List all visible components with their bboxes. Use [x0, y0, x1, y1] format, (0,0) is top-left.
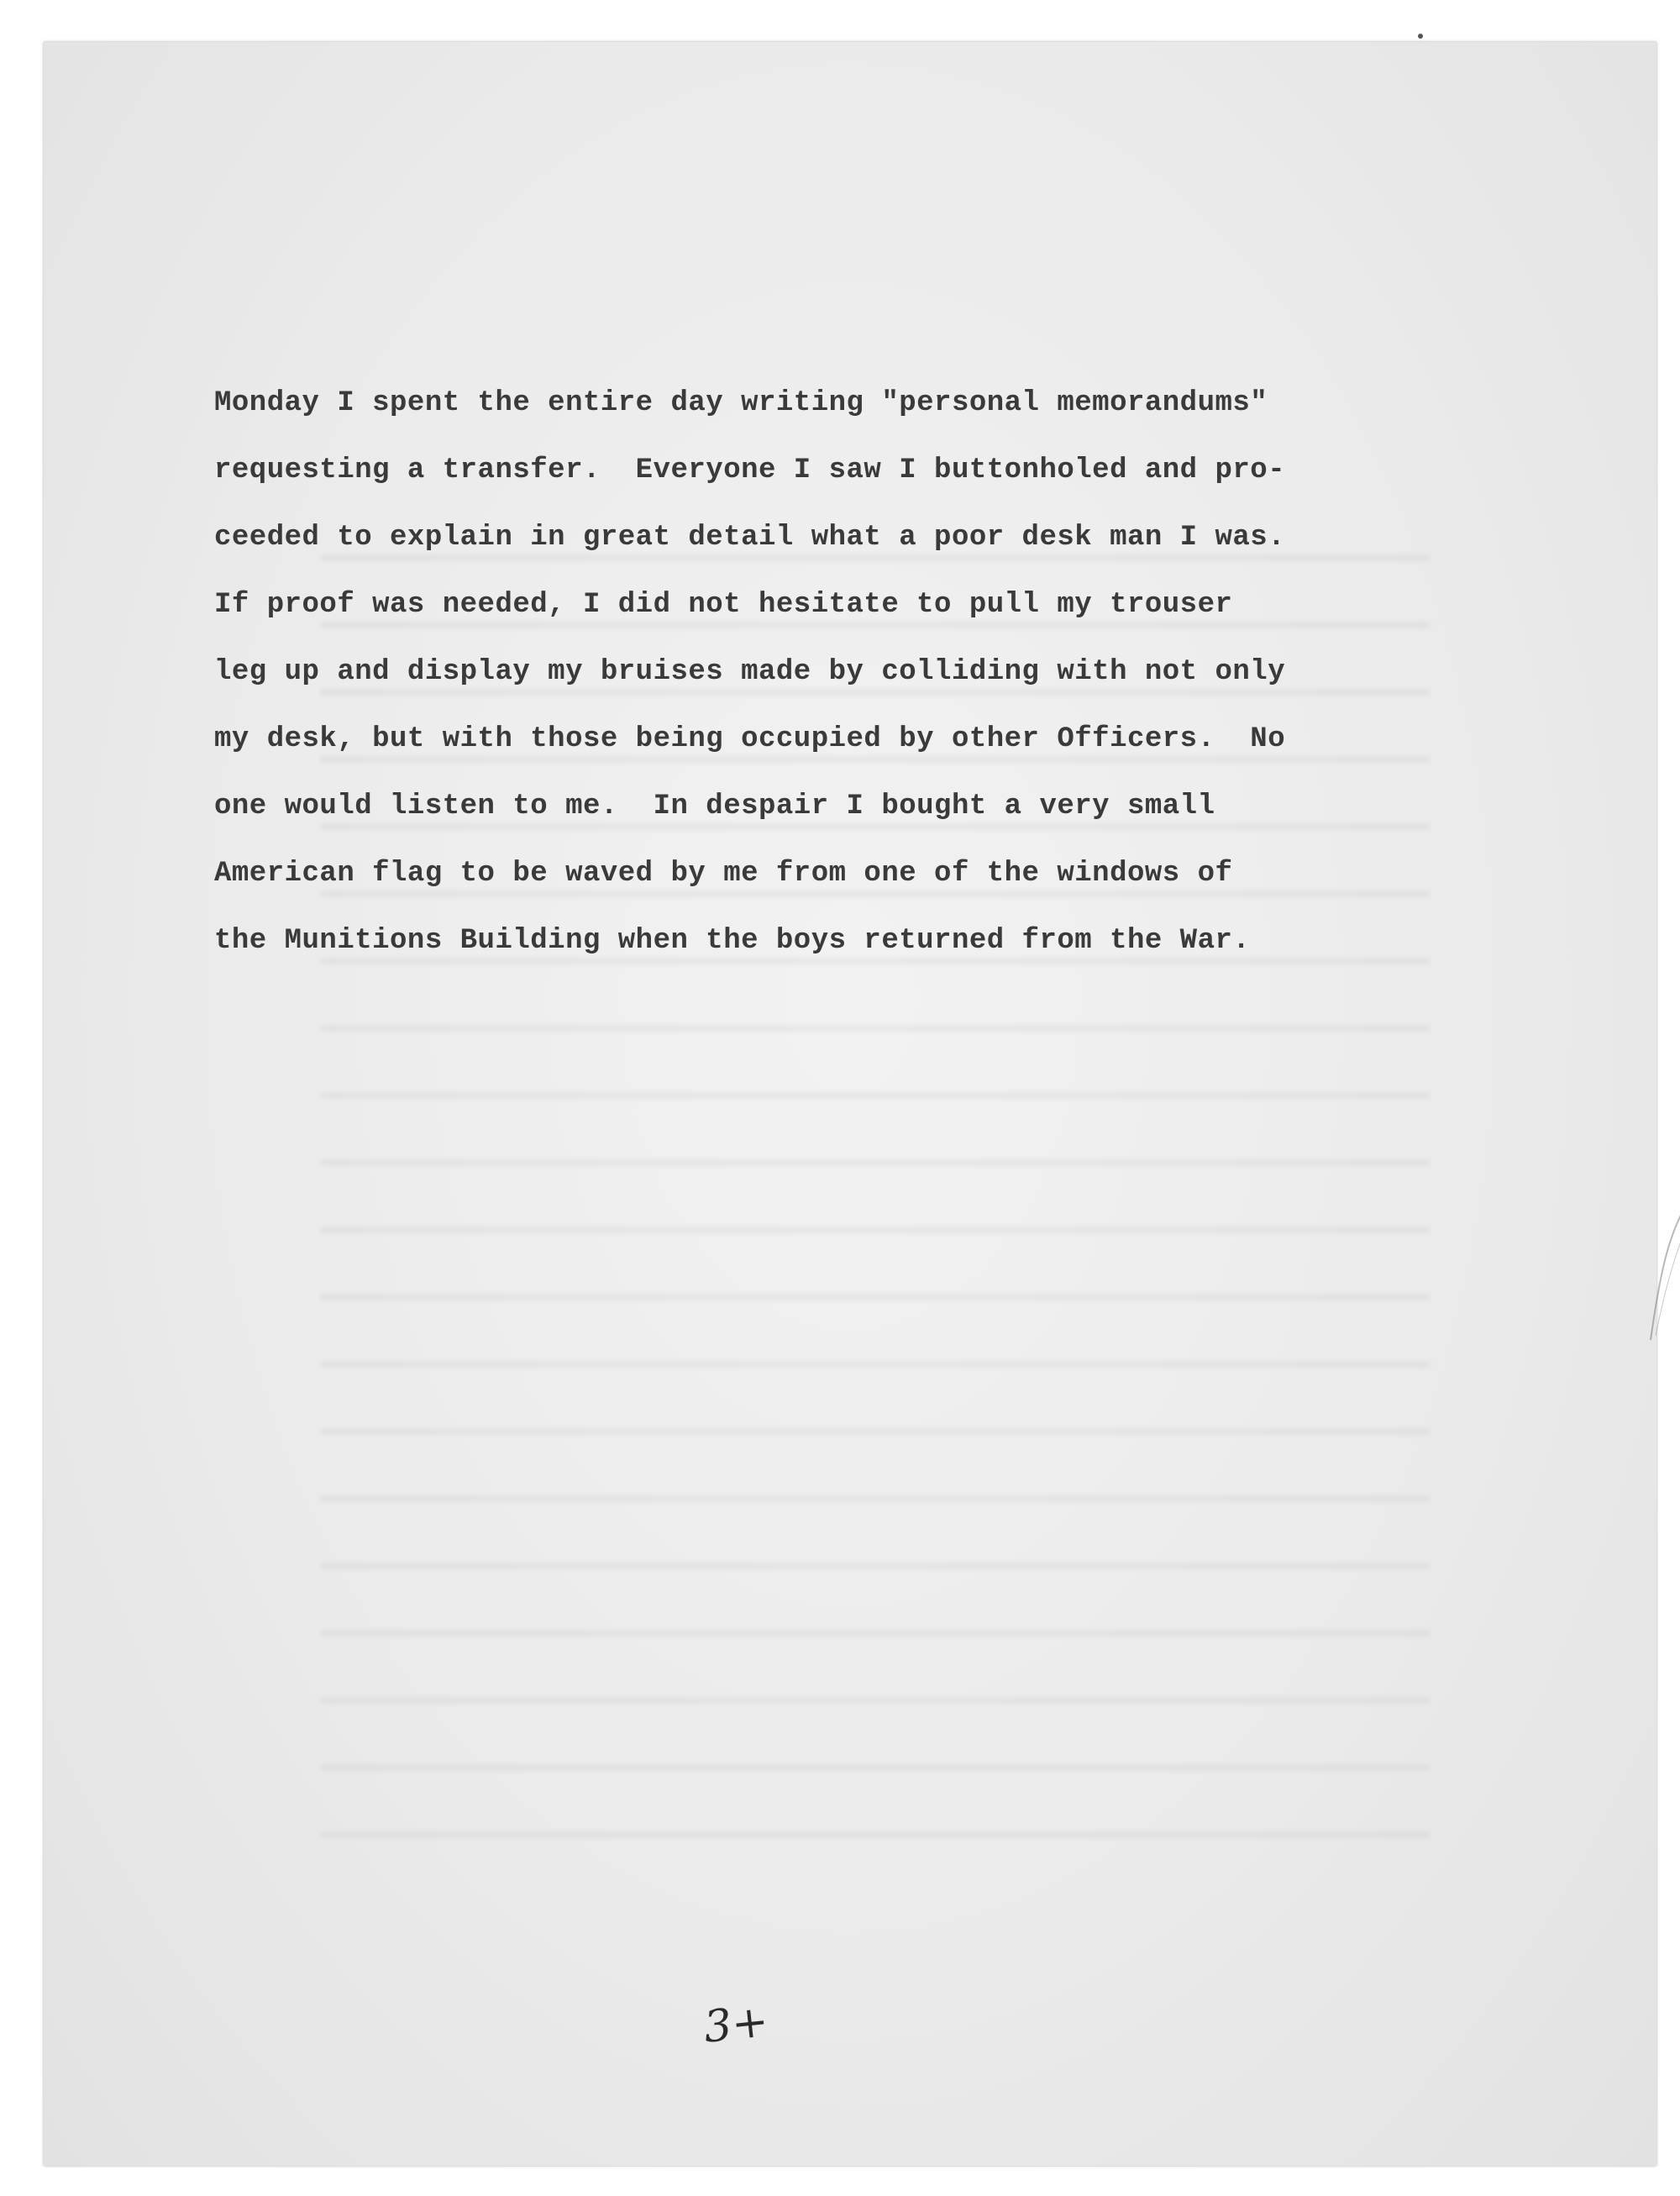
- text-line: ceeded to explain in great detail what a poor desk man I was.: [214, 522, 1286, 554]
- text-line: my desk, but with those being occupied by other Officers. No: [214, 723, 1286, 755]
- text-line: American flag to be waved by me from one of the windows of: [214, 858, 1233, 890]
- text-line: leg up and display my bruises made by colliding with not only: [214, 656, 1286, 688]
- paper-crease-mark: [1644, 1201, 1680, 1344]
- text-line: the Munitions Building when the boys returned from the War.: [214, 925, 1251, 957]
- ink-speck: [1418, 34, 1423, 39]
- typed-paragraph: [214, 370, 1474, 975]
- text-line: If proof was needed, I did not hesitate to pull my trouser: [214, 589, 1233, 621]
- text-line: Monday I spent the entire day writing "personal memorandums": [214, 387, 1268, 419]
- handwritten-page-number: 3+: [701, 1996, 771, 2053]
- typed-page: [44, 42, 1656, 2166]
- text-line: one would listen to me. In despair I bought a very small: [214, 791, 1215, 822]
- text-line: requesting a transfer. Everyone I saw I buttonholed and pro-: [214, 454, 1286, 486]
